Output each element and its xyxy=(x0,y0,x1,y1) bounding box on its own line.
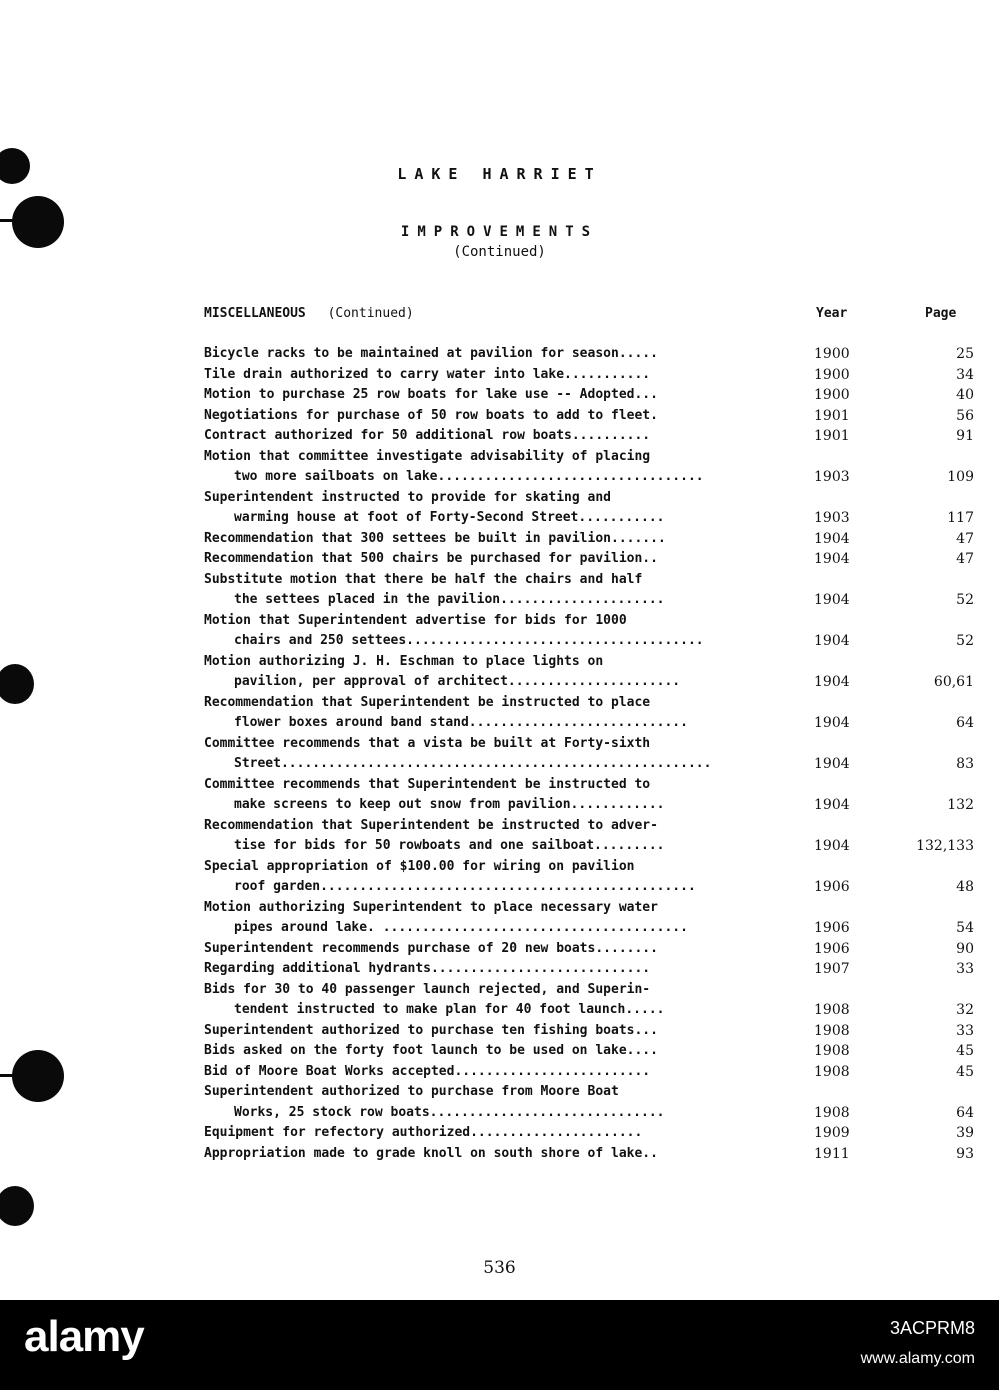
section-heading xyxy=(204,306,414,321)
watermark-banner xyxy=(0,1300,999,1390)
entry-line xyxy=(204,652,974,673)
entry-description: make screens to keep out snow from pavilion............ xyxy=(234,797,665,812)
entry-year: 1906 xyxy=(814,920,850,936)
entry-page: 45 xyxy=(956,1043,974,1059)
entry-description: Bids for 30 to 40 passenger launch rejected, and Superin- xyxy=(204,981,651,997)
entry-page: 34 xyxy=(956,366,974,383)
index-entry xyxy=(204,980,974,1021)
entry-description: Motion that committee investigate advisability of placing xyxy=(204,448,651,464)
entry-year: 1908 xyxy=(814,1043,850,1059)
index-entry xyxy=(204,1021,974,1042)
entry-line xyxy=(204,795,974,816)
index-entry xyxy=(204,652,974,693)
entry-year: 1904 xyxy=(814,633,850,649)
entry-line xyxy=(204,1103,974,1124)
entry-description: Committee recommends that Superintendent be instructed to xyxy=(204,776,651,792)
index-entry xyxy=(204,570,974,611)
entry-description: Bids asked on the forty foot launch to be used on lake.... xyxy=(204,1043,658,1058)
entry-description: Recommendation that Superintendent be instructed to place xyxy=(204,694,651,710)
entry-page: 47 xyxy=(956,530,974,547)
entry-page: 48 xyxy=(956,879,974,895)
entry-year: 1904 xyxy=(814,756,850,772)
entry-line xyxy=(204,488,974,509)
entry-line xyxy=(204,734,974,755)
page-number: 536 xyxy=(483,1258,516,1278)
entry-line xyxy=(204,672,974,693)
entry-page: 90 xyxy=(956,940,974,957)
entry-line xyxy=(204,529,974,550)
entry-line xyxy=(204,980,974,1001)
entry-line xyxy=(204,467,974,488)
entry-year: 1903 xyxy=(814,469,850,485)
entry-year: 1908 xyxy=(814,1022,850,1039)
entry-page: 52 xyxy=(956,633,974,649)
entry-description: Negotiations for purchase of 50 row boats to add to fleet. xyxy=(204,407,658,423)
index-entry xyxy=(204,344,974,365)
entry-line xyxy=(204,754,974,775)
entry-page: 47 xyxy=(956,551,974,567)
index-entry xyxy=(204,529,974,550)
entry-year: 1911 xyxy=(814,1145,850,1162)
index-entry xyxy=(204,693,974,734)
entry-line xyxy=(204,447,974,468)
entry-line xyxy=(204,1041,974,1062)
index-entry xyxy=(204,1082,974,1123)
entry-page: 32 xyxy=(956,1002,974,1018)
entry-description: Bid of Moore Boat Works accepted......................... xyxy=(204,1063,651,1079)
entry-description: Recommendation that 500 chairs be purchased for pavilion.. xyxy=(204,551,658,566)
entry-line xyxy=(204,344,974,365)
entry-year: 1904 xyxy=(814,674,850,690)
entry-line xyxy=(204,713,974,734)
entry-description: Motion authorizing Superintendent to place necessary water xyxy=(204,899,658,915)
entry-description: tendent instructed to make plan for 40 foot launch..... xyxy=(234,1002,665,1017)
entry-description: Regarding additional hydrants............................ xyxy=(204,961,651,976)
punch-hole-2-tick xyxy=(0,219,20,222)
entry-year: 1906 xyxy=(814,940,850,957)
entry-page: 60,61 xyxy=(933,674,974,690)
entry-description: Recommendation that Superintendent be instructed to adver- xyxy=(204,817,658,833)
entry-year: 1904 xyxy=(814,715,850,731)
entry-description: Works, 25 stock row boats.............................. xyxy=(234,1104,665,1120)
watermark-image-id: 3ACPRM8 xyxy=(889,1318,975,1338)
entry-line xyxy=(204,365,974,386)
entry-description: pavilion, per approval of architect...................... xyxy=(234,674,681,689)
entry-line xyxy=(204,1062,974,1083)
entry-line xyxy=(204,406,974,427)
index-entry xyxy=(204,611,974,652)
entry-description: Substitute motion that there be half the chairs and half xyxy=(204,571,643,587)
entry-page: 132 xyxy=(947,797,974,813)
entry-line xyxy=(204,836,974,857)
entry-line xyxy=(204,959,974,980)
entry-page: 91 xyxy=(956,428,974,444)
entry-year: 1901 xyxy=(814,428,850,444)
entry-year: 1908 xyxy=(814,1104,850,1121)
entry-year: 1904 xyxy=(814,530,850,547)
index-entry xyxy=(204,447,974,488)
entry-year: 1904 xyxy=(814,592,850,608)
entry-page: 109 xyxy=(947,469,974,485)
index-entry xyxy=(204,385,974,406)
entry-year: 1909 xyxy=(814,1125,850,1141)
entry-year: 1908 xyxy=(814,1002,850,1018)
section-name: MISCELLANEOUS xyxy=(204,306,306,321)
entry-description: Appropriation made to grade knoll on south shore of lake.. xyxy=(204,1145,658,1161)
entry-year: 1900 xyxy=(814,366,850,383)
entry-page: 33 xyxy=(956,1022,974,1039)
punch-hole-2 xyxy=(12,196,64,248)
index-entry xyxy=(204,898,974,939)
index-entry xyxy=(204,857,974,898)
entry-line xyxy=(204,898,974,919)
index-entry xyxy=(204,549,974,570)
entry-line xyxy=(204,508,974,529)
entry-year: 1901 xyxy=(814,407,850,424)
entry-description: chairs and 250 settees...................................... xyxy=(234,633,704,648)
index-entry xyxy=(204,959,974,980)
entry-page: 39 xyxy=(956,1125,974,1141)
entry-description: the settees placed in the pavilion..................... xyxy=(234,592,665,607)
index-entry xyxy=(204,426,974,447)
entry-line xyxy=(204,816,974,837)
index-entry xyxy=(204,406,974,427)
entry-year: 1906 xyxy=(814,879,850,895)
entry-description: Superintendent authorized to purchase ten fishing boats... xyxy=(204,1022,658,1038)
entry-description: Motion that Superintendent advertise for bids for 1000 xyxy=(204,612,627,628)
entry-description: pipes around lake. ....................................... xyxy=(234,920,688,935)
entry-year: 1900 xyxy=(814,387,850,403)
entry-line xyxy=(204,877,974,898)
entry-description: Special appropriation of $100.00 for wiring on pavilion xyxy=(204,858,635,874)
entry-description: Superintendent recommends purchase of 20 new boats........ xyxy=(204,940,658,956)
index-entry xyxy=(204,1041,974,1062)
watermark-url: www.alamy.com xyxy=(860,1350,975,1367)
entry-description: tise for bids for 50 rowboats and one sailboat......... xyxy=(234,838,665,853)
entry-line xyxy=(204,590,974,611)
entry-page: 132,133 xyxy=(916,838,974,854)
entry-description: roof garden................................................ xyxy=(234,879,696,894)
index-entry xyxy=(204,1144,974,1165)
entry-description: flower boxes around band stand............................ xyxy=(234,715,688,730)
entry-line xyxy=(204,1082,974,1103)
entry-year: 1903 xyxy=(814,510,850,526)
entry-description: warming house at foot of Forty-Second Street........... xyxy=(234,510,665,525)
entry-line xyxy=(204,918,974,939)
entry-line xyxy=(204,611,974,632)
entry-year: 1904 xyxy=(814,551,850,567)
entry-line xyxy=(204,857,974,878)
entry-description: Equipment for refectory authorized...................... xyxy=(204,1125,643,1140)
index-entry xyxy=(204,365,974,386)
entry-page: 117 xyxy=(947,510,974,526)
entry-line xyxy=(204,631,974,652)
entry-year: 1904 xyxy=(814,797,850,813)
entry-year: 1908 xyxy=(814,1063,850,1080)
index-entry xyxy=(204,1123,974,1144)
entry-description: Street....................................................... xyxy=(234,756,712,771)
entry-line xyxy=(204,549,974,570)
column-header-page: Page xyxy=(925,306,957,321)
entry-line xyxy=(204,775,974,796)
entry-year: 1904 xyxy=(814,838,850,854)
entry-page: 54 xyxy=(956,920,974,936)
index-entry xyxy=(204,734,974,775)
entry-line xyxy=(204,1144,974,1165)
entry-year: 1900 xyxy=(814,346,850,362)
entry-page: 64 xyxy=(956,715,974,731)
entry-description: Bicycle racks to be maintained at pavilion for season..... xyxy=(204,346,658,361)
entry-line xyxy=(204,385,974,406)
watermark-logo: alamy xyxy=(24,1312,144,1361)
entry-page: 93 xyxy=(956,1145,974,1162)
entry-list xyxy=(204,344,974,1164)
document-title: LAKE HARRIET xyxy=(397,165,602,183)
entry-page: 83 xyxy=(956,756,974,772)
column-header-year: Year xyxy=(816,306,848,321)
index-entry xyxy=(204,939,974,960)
punch-hole-3 xyxy=(0,664,34,704)
entry-line xyxy=(204,693,974,714)
entry-line xyxy=(204,570,974,591)
entry-line xyxy=(204,1000,974,1021)
entry-page: 40 xyxy=(956,387,974,403)
entry-description: Contract authorized for 50 additional row boats.......... xyxy=(204,428,651,443)
document-subtitle: IMPROVEMENTS xyxy=(400,224,599,240)
entry-line xyxy=(204,1123,974,1144)
entry-description: Superintendent authorized to purchase from Moore Boat xyxy=(204,1084,619,1099)
entry-line xyxy=(204,426,974,447)
entry-page: 45 xyxy=(956,1063,974,1080)
entry-description: Superintendent instructed to provide for skating and xyxy=(204,489,611,505)
index-entry xyxy=(204,1062,974,1083)
document-subtitle-note: (Continued) xyxy=(453,244,546,260)
entry-description: Motion authorizing J. H. Eschman to place lights on xyxy=(204,653,604,669)
entry-year: 1907 xyxy=(814,961,850,977)
entry-line xyxy=(204,939,974,960)
index-entry xyxy=(204,488,974,529)
punch-hole-5 xyxy=(0,1186,34,1226)
entry-page: 52 xyxy=(956,592,974,608)
punch-hole-4-tick xyxy=(0,1074,20,1077)
index-entry xyxy=(204,816,974,857)
entry-description: Tile drain authorized to carry water into lake........... xyxy=(204,366,651,382)
entry-page: 56 xyxy=(956,407,974,424)
entry-page: 33 xyxy=(956,961,974,977)
entry-line xyxy=(204,1021,974,1042)
entry-page: 64 xyxy=(956,1104,974,1121)
entry-description: Recommendation that 300 settees be built in pavilion....... xyxy=(204,530,666,546)
entry-description: two more sailboats on lake.................................. xyxy=(234,469,704,484)
entry-description: Committee recommends that a vista be built at Forty-sixth xyxy=(204,735,651,751)
section-note: (Continued) xyxy=(327,306,414,321)
index-entry xyxy=(204,775,974,816)
entry-description: Motion to purchase 25 row boats for lake use -- Adopted... xyxy=(204,387,658,402)
entry-page: 25 xyxy=(956,346,974,362)
